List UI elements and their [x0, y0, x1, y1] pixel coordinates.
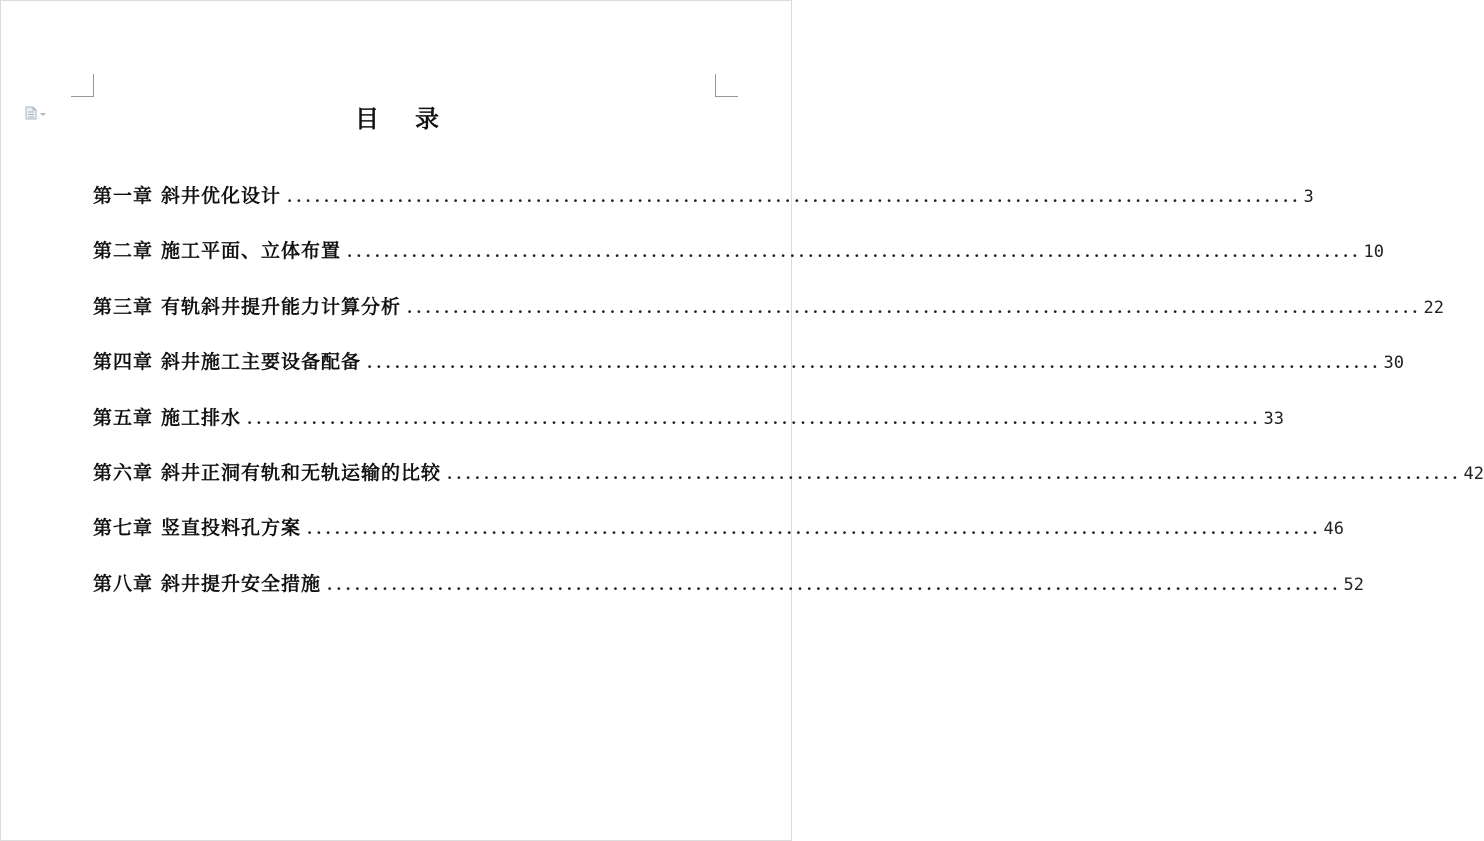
toc-title-char-1: 目 — [355, 104, 379, 133]
toc-entry[interactable] — [93, 569, 1364, 624]
toc-chapter-title: 斜井施工主要设备配备 — [161, 351, 362, 374]
toc-title-char-2: 录 — [415, 104, 439, 133]
toc-chapter-title: 施工排水 — [161, 406, 242, 429]
toc-entry-label — [93, 347, 361, 374]
toc-entry-label — [93, 181, 281, 208]
toc-entry[interactable] — [93, 236, 1384, 291]
toc-page-number: 33 — [1263, 408, 1284, 429]
crop-mark-top-left — [71, 74, 94, 97]
crop-mark-top-right — [715, 74, 738, 97]
toc-chapter-number: 第八章 — [93, 572, 154, 595]
toc-entry-label — [93, 292, 401, 319]
toc-entry[interactable] — [93, 347, 1404, 402]
toc-dot-leader: .............................................................................................................. — [307, 520, 1322, 539]
toc-chapter-title: 有轨斜井提升能力计算分析 — [161, 295, 402, 318]
toc-page-number: 52 — [1343, 574, 1364, 595]
toc-page-number: 3 — [1303, 187, 1314, 207]
toc-chapter-number: 第一章 — [93, 185, 154, 207]
toc-page-number: 10 — [1363, 242, 1384, 263]
toc-chapter-number: 第二章 — [93, 240, 154, 263]
toc-chapter-number: 第四章 — [93, 351, 154, 374]
toc-dot-leader: .............................................................................................................. — [247, 409, 1262, 428]
toc-chapter-title: 竖直投料孔方案 — [161, 517, 302, 540]
toc-entry[interactable] — [93, 513, 1344, 568]
toc-chapter-number: 第三章 — [93, 295, 154, 318]
toc-entry-label — [93, 236, 341, 263]
toc-dot-leader: .............................................................................................................. — [347, 243, 1362, 262]
toc-entry-label — [93, 403, 241, 430]
toc-entry[interactable] — [93, 181, 1314, 236]
table-of-contents — [93, 181, 1484, 624]
toc-title — [1, 99, 793, 134]
toc-entry[interactable] — [93, 458, 1484, 513]
toc-entry[interactable] — [93, 403, 1284, 458]
toc-page-number: 46 — [1323, 519, 1344, 540]
toc-entry-label — [93, 513, 301, 540]
toc-chapter-number: 第六章 — [93, 461, 154, 484]
toc-page-number: 30 — [1383, 353, 1404, 374]
toc-chapter-title: 斜井正洞有轨和无轨运输的比较 — [161, 461, 442, 484]
toc-page-number: 42 — [1463, 463, 1484, 484]
toc-chapter-number: 第五章 — [93, 406, 154, 429]
toc-chapter-title: 施工平面、立体布置 — [161, 240, 342, 263]
toc-chapter-title: 斜井提升安全措施 — [161, 572, 322, 595]
toc-entry-label — [93, 458, 441, 485]
toc-dot-leader: .............................................................................................................. — [447, 464, 1462, 483]
toc-dot-leader: .............................................................................................................. — [407, 298, 1422, 317]
toc-dot-leader: .............................................................................................................. — [327, 575, 1342, 594]
toc-dot-leader: .............................................................................................................. — [287, 188, 1302, 206]
toc-entry[interactable] — [93, 292, 1444, 347]
toc-chapter-number: 第七章 — [93, 517, 154, 540]
toc-entry-label — [93, 569, 321, 596]
toc-chapter-title: 斜井优化设计 — [161, 185, 282, 207]
toc-dot-leader: .............................................................................................................. — [367, 354, 1382, 373]
toc-page-number: 22 — [1423, 297, 1444, 318]
